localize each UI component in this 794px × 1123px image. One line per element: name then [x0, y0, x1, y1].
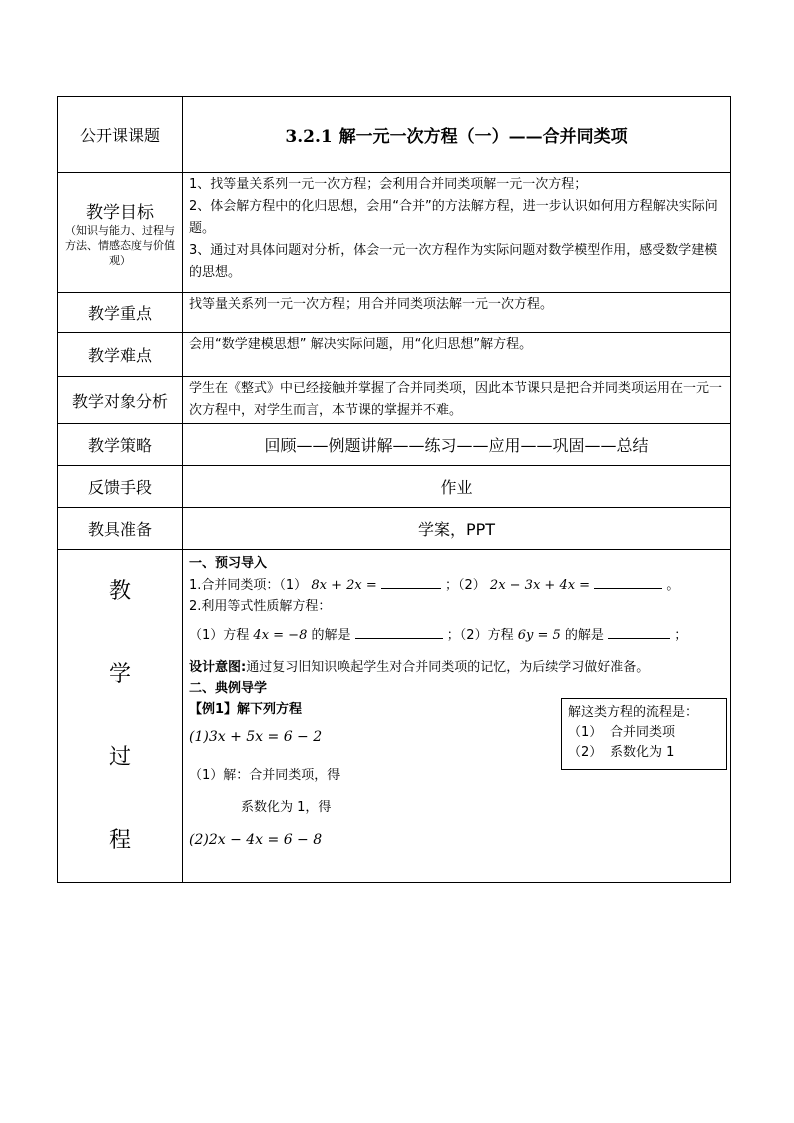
process-label-char: 教 — [108, 579, 131, 604]
process-label-char: 过 — [108, 745, 131, 770]
tools-value: 学案，PPT — [183, 508, 731, 550]
answer-blank — [594, 574, 662, 589]
flow-box — [561, 698, 727, 770]
objective-item: 1、找等量关系列一元一次方程；会利用合并同类项解一元一次方程； — [189, 177, 588, 192]
flow-step — [568, 743, 720, 763]
equation-1: (1)3x + 5x = 6 − 2 — [189, 729, 323, 745]
solution-step-1: （1）解：合并同类项，得 — [189, 768, 341, 783]
q2a-expression: 4x = −8 — [253, 628, 308, 643]
flow-step — [568, 723, 720, 743]
answer-blank — [381, 574, 441, 589]
row-course — [58, 97, 731, 173]
question-2-parts — [189, 624, 687, 643]
q2a-prefix: （1）方程 — [189, 628, 250, 643]
strategy-label: 教学策略 — [58, 424, 183, 466]
course-label: 公开课课题 — [58, 97, 183, 173]
q1-prefix: 1.合并同类项：（1） — [189, 578, 308, 593]
tools-label: 教具准备 — [58, 508, 183, 550]
key-points-label: 教学重点 — [58, 293, 183, 333]
design-intent — [189, 656, 649, 675]
feedback-value: 作业 — [183, 466, 731, 508]
q1-end: 。 — [666, 578, 680, 593]
objectives-cell — [183, 173, 731, 293]
answer-blank — [355, 624, 443, 639]
row-feedback — [58, 466, 731, 508]
row-strategy — [58, 424, 731, 466]
row-key-points — [58, 293, 731, 333]
objective-item: 2、体会解方程中的化归思想，会用“合并”的方法解方程，进一步认识如何用方程解决实际问题。 — [189, 199, 718, 236]
process-label-char: 程 — [108, 828, 131, 853]
lesson-plan-table — [57, 96, 731, 883]
q2b-prefix: ；（2）方程 — [446, 628, 514, 643]
q1-expression-1: 8x + 2x = — [311, 578, 377, 593]
q2a-suffix: 的解是 — [311, 628, 351, 643]
objective-item: 3、通过对具体问题对分析，体会一元一次方程作为实际问题对数学模型作用，感受数学建模的思想。 — [189, 243, 718, 280]
row-process — [58, 550, 731, 883]
analysis-label: 教学对象分析 — [58, 377, 183, 424]
design-intent-label: 设计意图: — [189, 660, 247, 675]
row-difficulties — [58, 333, 731, 377]
process-label-char: 学 — [108, 662, 131, 687]
q2b-expression: 6y = 5 — [517, 628, 561, 643]
objectives-label-cell — [58, 173, 183, 293]
q2-end: ； — [674, 628, 688, 643]
question-1 — [189, 574, 679, 593]
flow-step-number: （2） — [568, 745, 603, 760]
strategy-value: 回顾——例题讲解——练习——应用——巩固——总结 — [183, 424, 731, 466]
objectives-sublabel: （知识与能力、过程与方法、情感态度与价值观） — [65, 223, 175, 267]
section-preview-heading: 一、预习导入 — [189, 556, 268, 571]
row-objectives — [58, 173, 731, 293]
section-example-heading: 二、典例导学 — [189, 681, 268, 696]
course-title: 3.2.1 解一元一次方程（一）——合并同类项 — [183, 97, 731, 173]
design-intent-text: 通过复习旧知识唤起学生对合并同类项的记忆，为后续学习做好准备。 — [246, 660, 650, 675]
difficulties-value: 会用“数学建模思想” 解决实际问题，用“化归思想”解方程。 — [183, 333, 731, 377]
q2b-suffix: 的解是 — [564, 628, 604, 643]
q1-mid: ；（2） — [445, 578, 486, 593]
example-label: 【例1】解下列方程 — [189, 702, 303, 717]
row-analysis — [58, 377, 731, 424]
process-label-cell — [58, 550, 183, 883]
flow-step-number: （1） — [568, 725, 603, 740]
question-2: 2.利用等式性质解方程： — [189, 599, 332, 614]
analysis-value: 学生在《整式》中已经接触并掌握了合并同类项，因此本节课只是把合并同类项运用在一元一次方程中，对学生而言，本节课的掌握并不难。 — [183, 377, 731, 424]
equation-2: (2)2x − 4x = 6 − 8 — [189, 832, 323, 848]
flow-step-text: 系数化为 1 — [610, 745, 675, 760]
flow-title: 解这类方程的流程是： — [568, 705, 699, 720]
difficulties-label: 教学难点 — [58, 333, 183, 377]
row-tools — [58, 508, 731, 550]
feedback-label: 反馈手段 — [58, 466, 183, 508]
key-points-value: 找等量关系列一元一次方程；用合并同类项法解一元一次方程。 — [183, 293, 731, 333]
answer-blank — [608, 624, 670, 639]
solution-step-2: 系数化为 1，得 — [241, 800, 332, 815]
q1-expression-2: 2x − 3x + 4x = — [489, 578, 591, 593]
objectives-label: 教学目标 — [86, 202, 154, 223]
process-cell — [183, 550, 731, 883]
flow-step-text: 合并同类项 — [610, 725, 676, 740]
